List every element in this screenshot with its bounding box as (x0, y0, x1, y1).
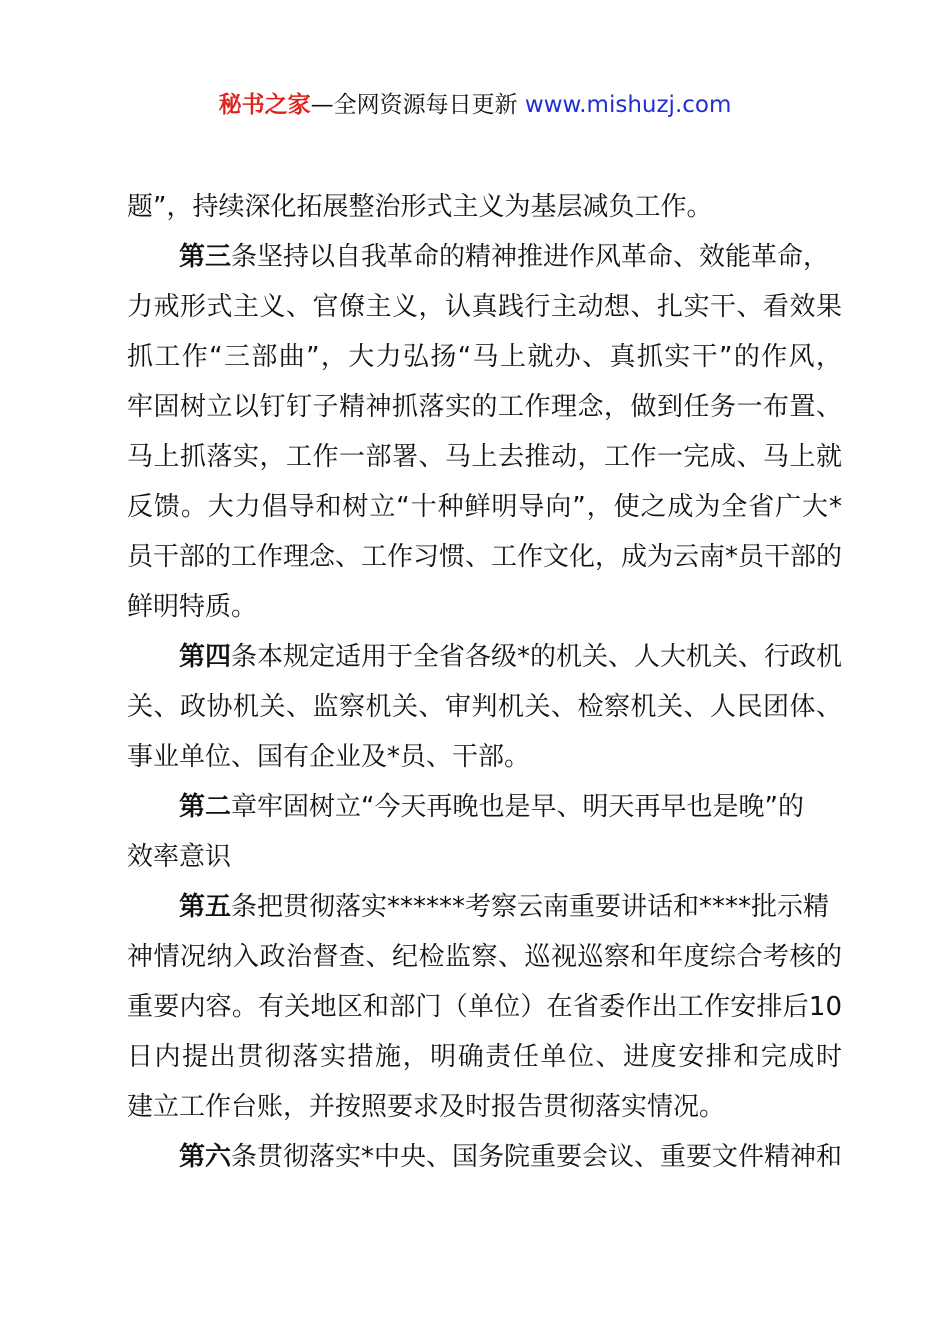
chapter-2-heading-line (127, 782, 842, 832)
paragraph-line: 重要内容。有关地区和部门（单位）在省委作出工作安排后10 (127, 992, 842, 1022)
paragraph-text: 条把贯彻落实******考察云南重要讲话和****批示精 (231, 892, 830, 922)
page-header (0, 88, 950, 122)
article-6-heading-line (127, 1132, 842, 1182)
paragraph-line: 关、政协机关、监察机关、审判机关、检察机关、人民团体、 (127, 692, 842, 722)
paragraph-line: 牢固树立以钉钉子精神抓落实的工作理念，做到任务一布置、 (127, 392, 842, 422)
paragraph-text: 条坚持以自我革命的精神推进作风革命、效能革命， (231, 242, 830, 272)
paragraph-line: 事业单位、国有企业及*员、干部。 (127, 742, 531, 772)
paragraph-line: 日内提出贯彻落实措施，明确责任单位、进度安排和完成时 (127, 1042, 842, 1072)
paragraph-line: 抓工作“三部曲”，大力弘扬“马上就办、真抓实干”的作风， (127, 342, 842, 372)
paragraph-text: 条贯彻落实*中央、国务院重要会议、重要文件精神和 (231, 1142, 843, 1172)
paragraph-line: 员干部的工作理念、工作习惯、工作文化，成为云南*员干部的 (127, 542, 842, 572)
paragraph-text: 章牢固树立“今天再晚也是早、明天再早也是晚”的 (231, 792, 804, 822)
paragraph-line: 反馈。大力倡导和树立“十种鲜明导向”，使之成为全省广大* (127, 492, 842, 522)
article-number: 第六 (179, 1142, 232, 1172)
article-number: 第四 (179, 642, 232, 672)
paragraph-line: 力戒形式主义、官僚主义，认真践行主动想、扎实干、看效果 (127, 292, 842, 322)
chapter-number: 第二 (179, 792, 232, 822)
paragraph-line: 题”，持续深化拓展整治形式主义为基层减负工作。 (127, 192, 713, 222)
paragraph-line: 鲜明特质。 (127, 592, 258, 622)
document-body (127, 182, 842, 1182)
paragraph-line: 建立工作台账，并按照要求及时报告贯彻落实情况。 (127, 1092, 726, 1122)
site-url-link[interactable]: www.mishuzj.com (524, 92, 732, 118)
article-number: 第五 (179, 892, 232, 922)
paragraph-line: 神情况纳入政治督查、纪检监察、巡视巡察和年度综合考核的 (127, 942, 842, 972)
paragraph-text: 条本规定适用于全省各级*的机关、人大机关、行政机 (231, 642, 843, 672)
article-5-heading-line (127, 882, 842, 932)
article-number: 第三 (179, 242, 232, 272)
paragraph-line: 效率意识 (127, 842, 232, 872)
paragraph-line: 马上抓落实，工作一部署、马上去推动，工作一完成、马上就 (127, 442, 842, 472)
article-4-heading-line (127, 632, 842, 682)
article-3-heading-line (127, 232, 842, 282)
brand-name: 秘书之家 (218, 92, 311, 118)
header-tagline: —全网资源每日更新 (310, 92, 525, 118)
